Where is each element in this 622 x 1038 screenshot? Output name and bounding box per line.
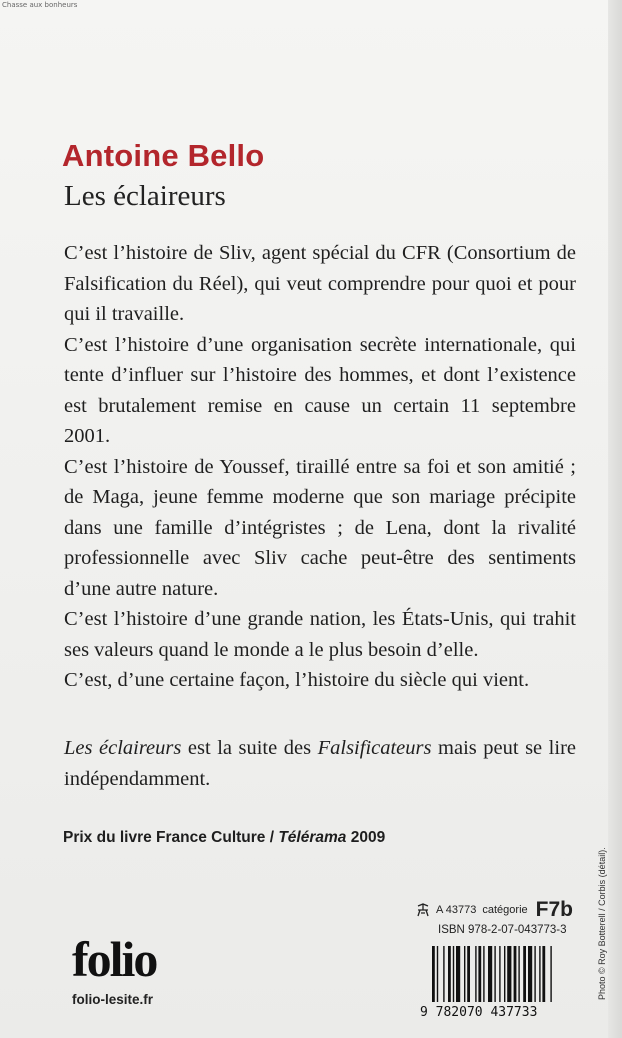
publisher-mark-icon: [416, 903, 430, 917]
barcode-bar: [432, 946, 435, 1002]
barcode-bar: [550, 946, 551, 1002]
cover-edge: [608, 0, 622, 1038]
folio-logo: folio: [72, 931, 157, 987]
watermark-text: Chasse aux bonheurs: [2, 1, 78, 9]
prize-line: [63, 829, 385, 847]
series-note-prev-title: Falsificateurs: [317, 737, 432, 759]
barcode-bar: [464, 946, 465, 1002]
barcode-digits: 9 782070 437733: [420, 1005, 538, 1019]
blurb-paragraph: C’est l’histoire de Sliv, agent spécial du CFR (Consortium de Falsification du Réel), qui veut comprendre pour quoi et pour qui il travaille.: [64, 242, 576, 325]
barcode-bar: [499, 946, 500, 1002]
prize-text: Prix du livre France Culture /: [63, 829, 279, 846]
series-note-title: Les éclaireurs: [64, 737, 182, 759]
barcode-bar: [437, 946, 438, 1002]
book-title: Les éclaireurs: [64, 180, 226, 212]
photo-credit: Photo © Roy Botterell / Corbis (détail).: [597, 847, 607, 1000]
blurb-paragraph: C’est l’histoire d’une grande nation, les États-Unis, qui trahit ses valeurs quand le monde a le plus besoin d’elle.: [64, 608, 576, 661]
blurb: [64, 238, 576, 696]
barcode-bar: [528, 946, 532, 1002]
barcode-bar: [542, 946, 545, 1002]
barcode-bar: [523, 946, 526, 1002]
series-note-text: est la suite des: [181, 737, 318, 759]
barcode-bar: [507, 946, 511, 1002]
barcode-bar: [494, 946, 495, 1002]
series-note: [64, 733, 576, 794]
catalog-codes: [416, 898, 573, 922]
folio-website: folio-lesite.fr: [72, 992, 154, 1007]
barcode-bar: [518, 946, 519, 1002]
prize-year: 2009: [346, 829, 386, 846]
barcode-bars: [432, 946, 552, 1002]
barcode-bar: [534, 946, 535, 1002]
series-note-end: mais peut se lire indépendamment.: [64, 737, 576, 790]
blurb-paragraph: C’est, d’une certaine façon, l’histoire du siècle qui vient.: [64, 669, 530, 691]
barcode: [418, 944, 598, 1019]
reference-number: A 43773: [436, 904, 477, 916]
barcode-bar: [514, 946, 517, 1002]
blurb-paragraph: C’est l’histoire d’une organisation secrète internationale, qui tente d’influer sur l’histoire des hommes, et dont l’existence est brutalement remise en cause un certain 11 septembre 2001.: [64, 333, 576, 447]
barcode-bar: [448, 946, 451, 1002]
barcode-bar: [475, 946, 476, 1002]
barcode-bar: [539, 946, 540, 1002]
barcode-bar: [483, 946, 484, 1002]
barcode-bar: [456, 946, 460, 1002]
barcode-bar: [467, 946, 470, 1002]
category-code: F7b: [535, 898, 573, 921]
barcode-bar: [443, 946, 444, 1002]
category-label: catégorie: [482, 904, 528, 916]
barcode-bar: [478, 946, 481, 1002]
barcode-bar: [504, 946, 505, 1002]
barcode-bar: [453, 946, 454, 1002]
prize-magazine: Télérama: [278, 829, 347, 846]
barcode-bar: [488, 946, 492, 1002]
author-name: Antoine Bello: [62, 138, 265, 173]
isbn-number: ISBN 978-2-07-043773-3: [438, 924, 567, 936]
blurb-paragraph: C’est l’histoire de Youssef, tiraillé entre sa foi et son amitié ; de Maga, jeune femme moderne que son mariage précipite dans une famille d’intégristes ; de Lena, dont la rivalité professionnelle avec Sliv cache peut-être des sentiments d’une autre nature.: [64, 455, 576, 600]
